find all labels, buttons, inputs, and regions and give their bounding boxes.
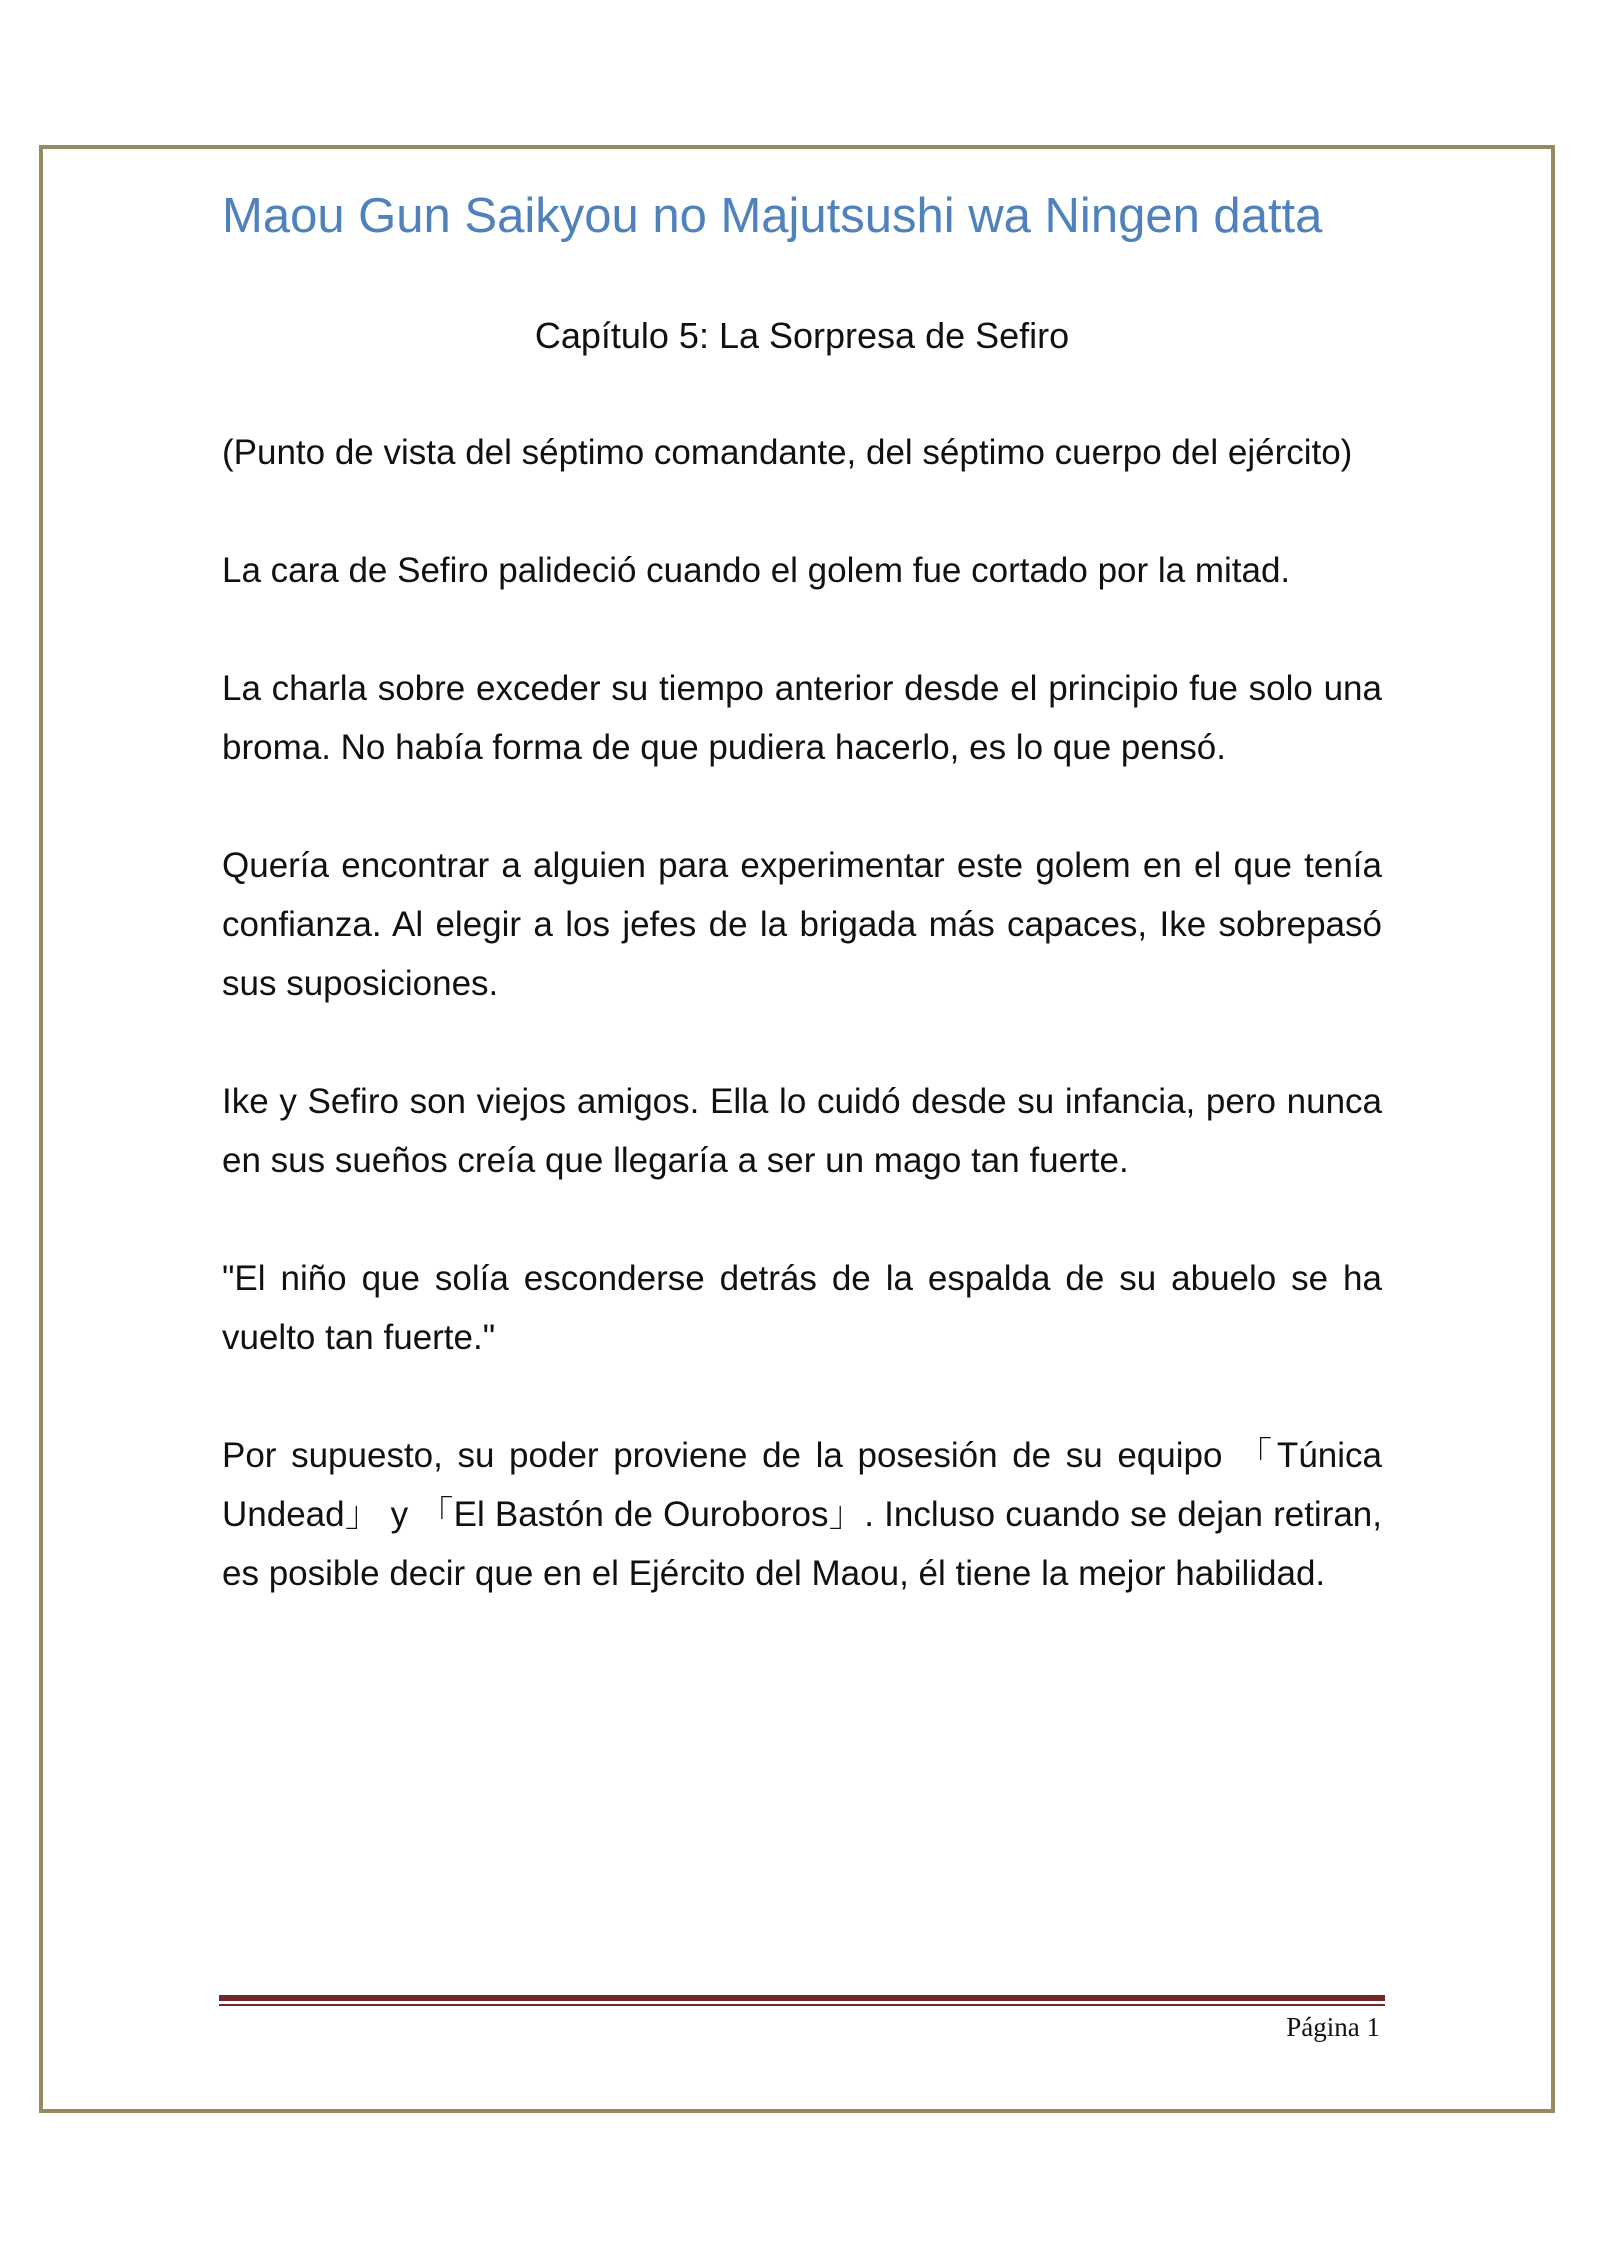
paragraph: (Punto de vista del séptimo comandante, del séptimo cuerpo del ejército) <box>222 433 1353 472</box>
footer-divider <box>219 1995 1385 2001</box>
footer-divider-thin <box>219 2004 1385 2006</box>
body-text <box>222 423 1382 1662</box>
paragraph: "El niño que solía esconderse detrás de la espalda de su abuelo se ha vuelto tan fuerte." <box>222 1259 1382 1357</box>
page-number: Página 1 <box>1286 2012 1380 2042</box>
chapter-heading: Capítulo 5: La Sorpresa de Sefiro <box>534 315 1070 356</box>
paragraph: La charla sobre exceder su tiempo anterior desde el principio fue solo una broma. No había forma de que pudiera hacerlo, es lo que pensó. <box>222 669 1382 767</box>
paragraph: La cara de Sefiro palideció cuando el golem fue cortado por la mitad. <box>222 551 1291 590</box>
paragraph: Quería encontrar a alguien para experimentar este golem en el que tenía confianza. Al elegir a los jefes de la brigada más capaces, Ike sobrepasó sus suposiciones. <box>222 846 1382 1003</box>
document-title: Maou Gun Saikyou no Majutsushi wa Ningen datta <box>222 189 1323 243</box>
paragraph: Ike y Sefiro son viejos amigos. Ella lo cuidó desde su infancia, pero nunca en sus sueños creía que llegaría a ser un mago tan fuerte. <box>222 1082 1382 1180</box>
paragraph: Por supuesto, su poder proviene de la posesión de su equipo 「Túnica Undead」 y 「El Bastón de Ouroboros」. Incluso cuando se dejan retiran, es posible decir que en el Ejército del Maou, él tiene la mejor habilidad. <box>222 1436 1382 1593</box>
